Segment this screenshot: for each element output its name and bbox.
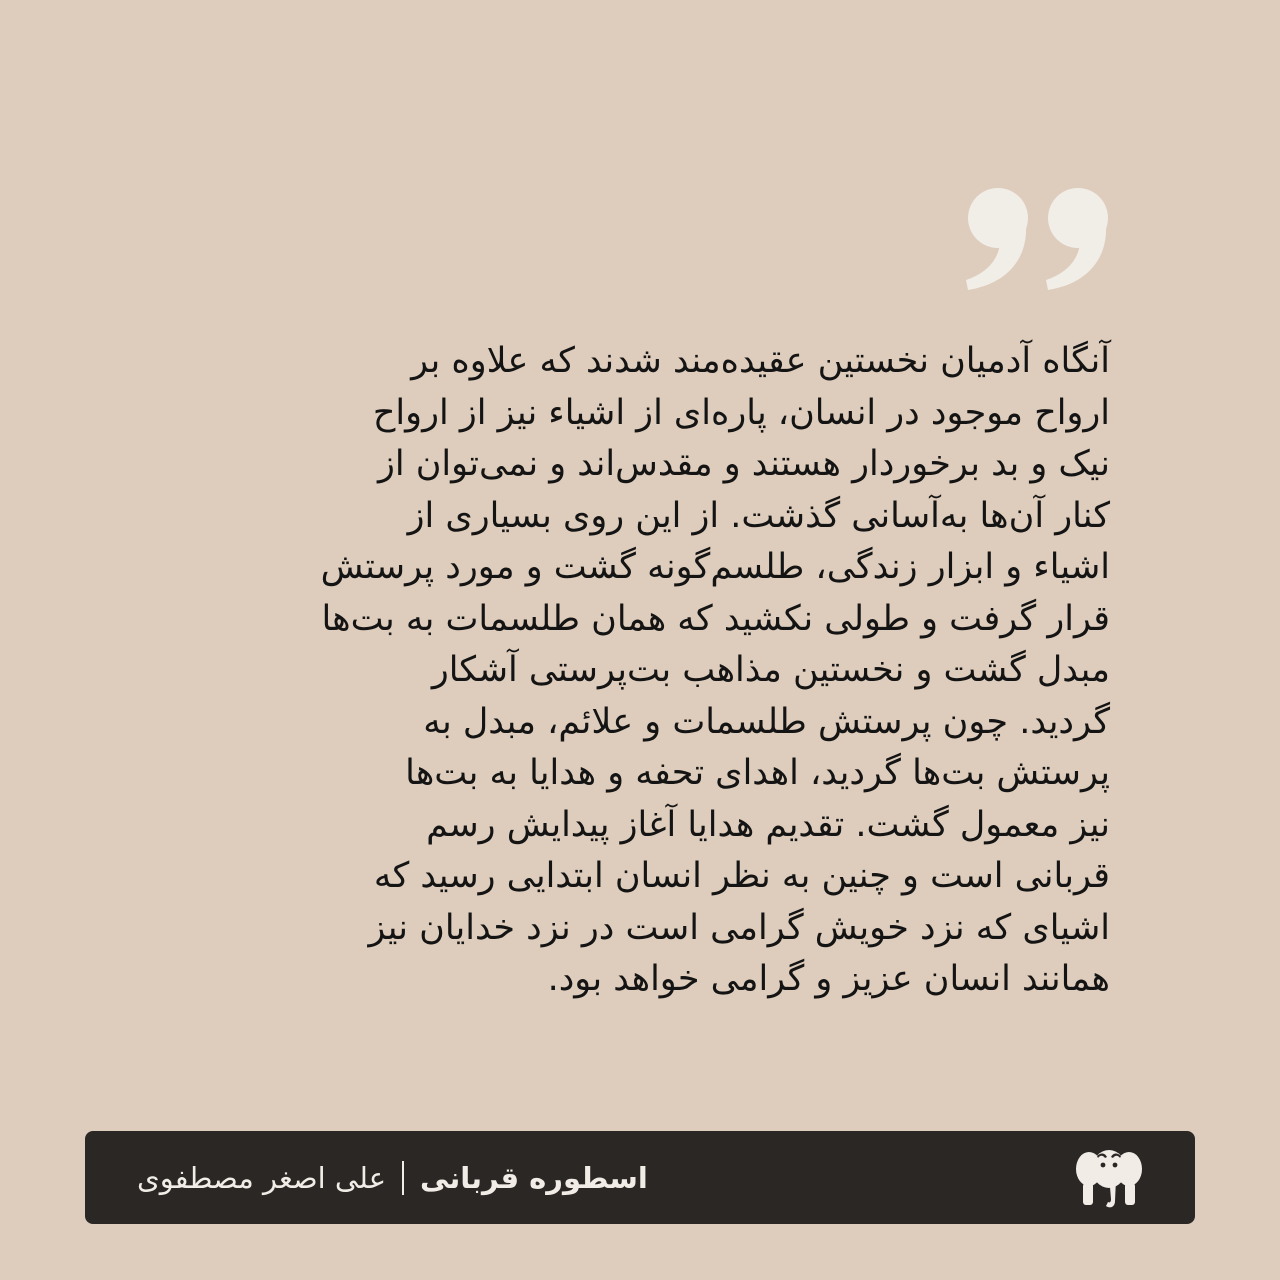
- quote-line: آنگاه آدمیان نخستین عقیده‌مند شدند که علاوه بر: [411, 341, 1110, 381]
- quote-line: نیز معمول گشت. تقدیم هدایا آغاز پیدایش رسم: [426, 804, 1110, 845]
- quote-body: [170, 336, 1110, 1006]
- footer-caption: [137, 1131, 648, 1224]
- author-name: علی اصغر مصطفوی: [137, 1160, 387, 1195]
- quote-line: کنار آن‌ها به‌آسانی گذشت. از این روی بسیاری از: [407, 495, 1110, 536]
- quote-line: قربانی است و چنین به نظر انسان ابتدایی رسید که: [373, 856, 1110, 896]
- quote-line: اشیاء و ابزار زندگی، طلسم‌گونه گشت و مورد پرستش: [320, 547, 1110, 587]
- quote-line: همانند انسان عزیز و گرامی خواهد بود.: [547, 959, 1110, 999]
- elephant-logo-icon: [1075, 1145, 1143, 1211]
- footer-bar: [85, 1131, 1195, 1224]
- closing-quote-icon: [960, 180, 1120, 300]
- quote-line: مبدل گشت و نخستین مذاهب بت‌پرستی آشکار: [431, 650, 1110, 690]
- quote-line: اشیای که نزد خویش گرامی است در نزد خدایان نیز: [368, 907, 1110, 948]
- quote-line: نیک و بد برخوردار هستند و مقدس‌اند و نمی‌توان از: [377, 444, 1110, 484]
- quote-line: گردید. چون پرستش طلسمات و علائم، مبدل به: [423, 701, 1110, 742]
- quote-line: قرار گرفت و طولی نکشید که همان طلسمات به بت‌ها: [321, 598, 1110, 639]
- quote-line: پرستش بت‌ها گردید، اهدای تحفه و هدایا به بت‌ها: [405, 753, 1110, 793]
- footer-separator: [402, 1161, 404, 1195]
- book-title: اسطوره قربانی: [420, 1160, 648, 1195]
- quote-line: ارواح موجود در انسان، پاره‌ای از اشیاء نیز از ارواح: [372, 392, 1110, 433]
